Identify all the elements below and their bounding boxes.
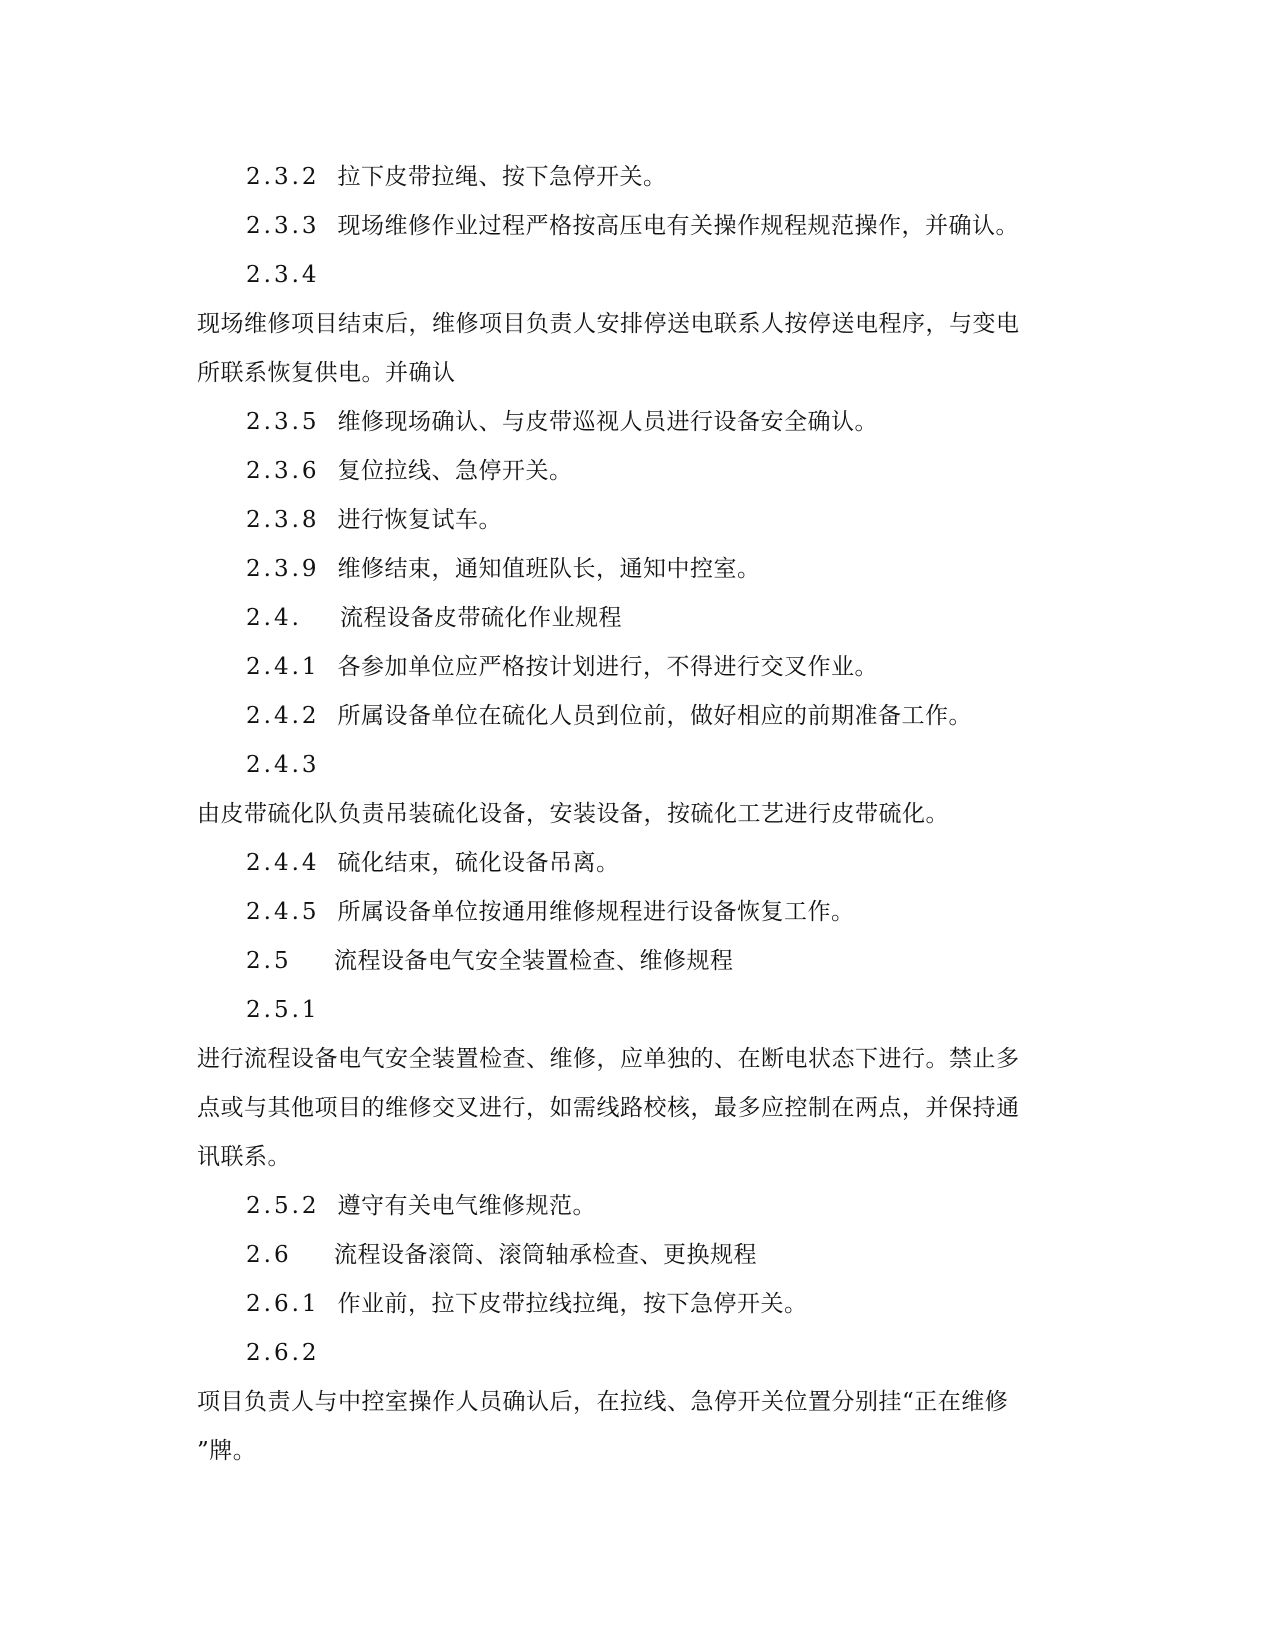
paragraph-text: 现场维修项目结束后，维修项目负责人安排停送电联系人按停送电程序，与变电	[197, 311, 1020, 337]
paragraph-text: 所联系恢复供电。并确认	[197, 360, 456, 386]
paragraph-2-5-1-number	[197, 986, 1077, 1035]
paragraph-2-4-3-number	[197, 741, 1077, 790]
section-heading-text: 流程设备滚筒、滚筒轴承检查、更换规程	[334, 1242, 757, 1268]
section-number: 2.6.2	[246, 1340, 320, 1366]
section-number: 2.3.5	[246, 409, 320, 435]
section-number: 2.3.3	[246, 213, 320, 239]
section-number: 2.4.3	[246, 752, 320, 778]
paragraph-2-6-2-line-2	[197, 1427, 1077, 1476]
section-heading-2-5	[197, 937, 1077, 986]
paragraph-text: 点或与其他项目的维修交叉进行，如需线路校核，最多应控制在两点，并保持通	[197, 1095, 1020, 1121]
section-heading-2-6	[197, 1231, 1077, 1280]
paragraph-text: 进行恢复试车。	[337, 507, 503, 533]
paragraph-2-3-3	[197, 202, 1077, 251]
paragraph-text: 维修现场确认、与皮带巡视人员进行设备安全确认。	[337, 409, 879, 435]
paragraph-2-5-1-line-2	[197, 1084, 1077, 1133]
section-heading-2-4	[197, 594, 1077, 643]
paragraph-text: 所属设备单位按通用维修规程进行设备恢复工作。	[337, 899, 855, 925]
paragraph-text: 讯联系。	[197, 1144, 291, 1170]
section-number: 2.3.4	[246, 262, 320, 288]
paragraph-2-3-9	[197, 545, 1077, 594]
paragraph-text: 所属设备单位在硫化人员到位前，做好相应的前期准备工作。	[337, 703, 973, 729]
section-number: 2.5.2	[246, 1193, 320, 1219]
section-number: 2.4.1	[246, 654, 320, 680]
paragraph-text: 维修结束，通知值班队长，通知中控室。	[337, 556, 761, 582]
paragraph-2-3-4-line-2	[197, 349, 1077, 398]
paragraph-text: 拉下皮带拉绳、按下急停开关。	[337, 164, 667, 190]
section-number: 2.6.1	[246, 1291, 320, 1317]
paragraph-text: 遵守有关电气维修规范。	[337, 1193, 597, 1219]
paragraph-text: ”牌。	[197, 1438, 257, 1464]
section-number: 2.3.8	[246, 507, 320, 533]
paragraph-2-4-5	[197, 888, 1077, 937]
section-number: 2.6	[246, 1242, 292, 1268]
paragraph-text: 进行流程设备电气安全装置检查、维修，应单独的、在断电状态下进行。禁止多	[197, 1046, 1020, 1072]
paragraph-2-6-1	[197, 1280, 1077, 1329]
section-number: 2.3.6	[246, 458, 320, 484]
paragraph-2-6-2-line-1	[197, 1378, 1077, 1427]
document-body	[197, 153, 1077, 1476]
paragraph-2-3-2	[197, 153, 1077, 202]
paragraph-2-4-3-line-1	[197, 790, 1077, 839]
paragraph-2-3-4-number	[197, 251, 1077, 300]
paragraph-2-3-6	[197, 447, 1077, 496]
paragraph-text: 复位拉线、急停开关。	[337, 458, 573, 484]
section-number: 2.4.	[246, 605, 302, 631]
paragraph-2-6-2-number	[197, 1329, 1077, 1378]
paragraph-2-3-4-line-1	[197, 300, 1077, 349]
section-number: 2.4.2	[246, 703, 320, 729]
paragraph-2-4-1	[197, 643, 1077, 692]
paragraph-text: 作业前，拉下皮带拉线拉绳，按下急停开关。	[337, 1291, 808, 1317]
section-number: 2.3.9	[246, 556, 320, 582]
paragraph-2-4-4	[197, 839, 1077, 888]
section-number: 2.5	[246, 948, 292, 974]
paragraph-text: 硫化结束，硫化设备吊离。	[337, 850, 620, 876]
section-heading-text: 流程设备皮带硫化作业规程	[340, 605, 622, 631]
paragraph-text: 项目负责人与中控室操作人员确认后，在拉线、急停开关位置分别挂“正在维修	[197, 1389, 1009, 1415]
paragraph-2-5-1-line-1	[197, 1035, 1077, 1084]
paragraph-2-3-5	[197, 398, 1077, 447]
paragraph-2-3-8	[197, 496, 1077, 545]
section-number: 2.4.5	[246, 899, 320, 925]
section-heading-text: 流程设备电气安全装置检查、维修规程	[334, 948, 734, 974]
paragraph-text: 由皮带硫化队负责吊装硫化设备，安装设备，按硫化工艺进行皮带硫化。	[197, 801, 949, 827]
paragraph-text: 现场维修作业过程严格按高压电有关操作规程规范操作，并确认。	[337, 213, 1020, 239]
paragraph-2-5-1-line-3	[197, 1133, 1077, 1182]
section-number: 2.5.1	[246, 997, 320, 1023]
section-number: 2.4.4	[246, 850, 320, 876]
paragraph-text: 各参加单位应严格按计划进行，不得进行交叉作业。	[337, 654, 879, 680]
section-number: 2.3.2	[246, 164, 320, 190]
paragraph-2-5-2	[197, 1182, 1077, 1231]
paragraph-2-4-2	[197, 692, 1077, 741]
